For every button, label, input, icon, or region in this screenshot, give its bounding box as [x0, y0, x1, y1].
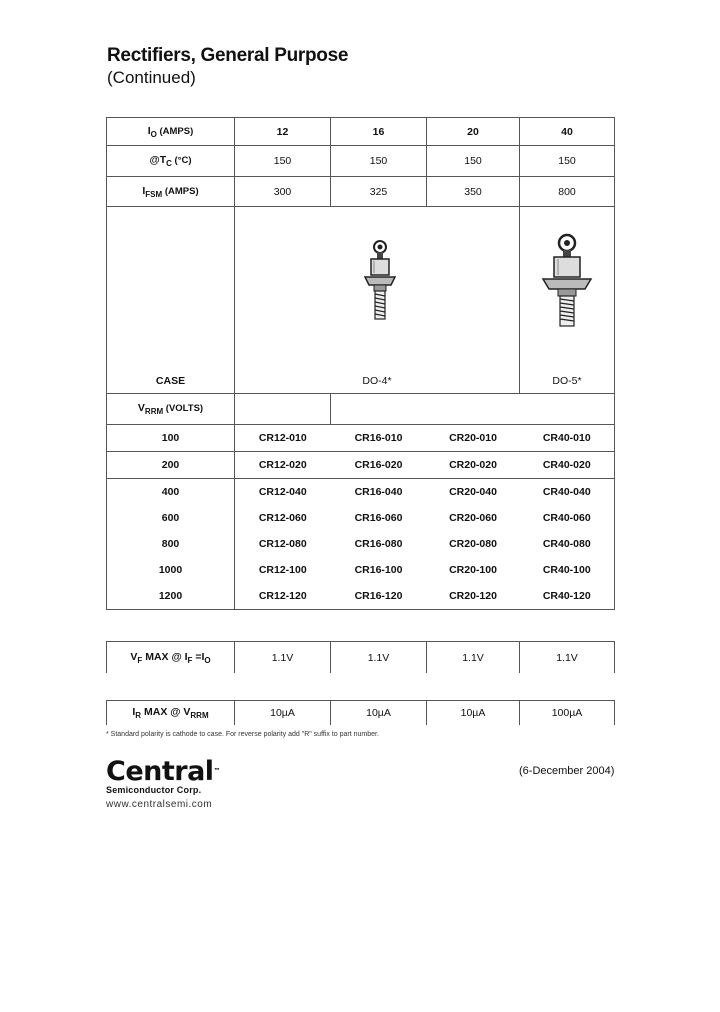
part-number: CR12-080 — [235, 531, 331, 557]
case-header-cell — [107, 207, 235, 394]
ir-header: $I_R$ MAX @ $V_{RRM}$ — [107, 701, 235, 726]
part-number: CR12-100 — [235, 557, 331, 583]
vrrm-value: 400 — [107, 479, 235, 506]
vf-header: $V_F$ MAX @ $I_F =I_O$ — [107, 642, 235, 674]
do4-case-cell — [235, 207, 520, 394]
vf-value: 1.1V — [427, 642, 520, 674]
part-number: CR16-060 — [354, 512, 403, 524]
part-number: CR20-060 — [449, 512, 497, 524]
vrrm-value: 100 — [107, 425, 235, 452]
part-number: CR16-010 — [331, 425, 427, 452]
logo-name: Central™ — [106, 756, 221, 787]
tc-value: 150 — [427, 146, 520, 177]
io-value: 40 — [520, 118, 615, 146]
ifsm-header: $I_{FSM}$ (AMPS) — [107, 177, 235, 207]
vf-value: 1.1V — [235, 642, 331, 674]
ir-value: 10µA — [331, 701, 427, 726]
part-number: CR16-040 — [331, 479, 427, 506]
io-value: 16 — [331, 118, 427, 146]
do5-case-cell — [520, 207, 615, 394]
vrrm-value: 200 — [107, 452, 235, 479]
part-number: CR40-100 — [520, 557, 615, 583]
part-number: CR40-010 — [520, 425, 615, 452]
part-row — [107, 479, 615, 506]
part-number: CR20-120 — [427, 583, 520, 610]
part-row — [107, 425, 615, 452]
part-number: CR40-080 — [520, 531, 615, 557]
ir-value: 10µA — [235, 701, 331, 726]
part-number: CR12-060 — [235, 505, 331, 531]
part-number: CR16-100 — [354, 564, 403, 576]
part-number: CR12-120 — [235, 583, 331, 610]
part-number: CR16-120 — [331, 583, 427, 610]
part-row — [107, 557, 615, 583]
ifsm-value: 350 — [427, 177, 520, 207]
vrrm-blank — [235, 394, 331, 425]
part-number: CR20-080 — [449, 538, 497, 550]
io-row — [107, 118, 615, 146]
polarity-footnote: * Standard polarity is cathode to case. For reverse polarity add "R" suffix to part number. — [106, 731, 379, 738]
tc-value: 150 — [520, 146, 615, 177]
ifsm-row — [107, 177, 615, 207]
vrrm-value: 1200 — [107, 583, 235, 610]
part-number: CR12-040 — [235, 479, 331, 506]
part-number: CR20-040 — [427, 479, 520, 506]
vrrm-header: $V_{RRM}$ (VOLTS) — [107, 394, 235, 425]
part-row — [107, 583, 615, 610]
vf-table — [106, 641, 615, 673]
vf-row — [107, 642, 615, 674]
part-row — [107, 505, 615, 531]
tc-value: 150 — [235, 146, 331, 177]
vrrm-value: 800 — [107, 531, 235, 557]
case-row — [107, 207, 615, 394]
part-number: CR12-020 — [235, 452, 331, 479]
vrrm-row — [107, 394, 615, 425]
ir-value: 100µA — [520, 701, 615, 726]
part-number: CR40-060 — [520, 505, 615, 531]
do5-package-image — [539, 231, 595, 331]
do5-case-label: DO-5* — [552, 375, 582, 387]
ifsm-value: 300 — [235, 177, 331, 207]
ir-table — [106, 700, 615, 725]
part-number: CR40-040 — [520, 479, 615, 506]
central-logo — [106, 758, 220, 810]
part-number: CR12-010 — [235, 425, 331, 452]
ifsm-value: 325 — [331, 177, 427, 207]
ir-row — [107, 701, 615, 726]
part-number: CR20-020 — [427, 452, 520, 479]
vrrm-value: 600 — [107, 505, 235, 531]
io-header: $I_O$ (AMPS) — [107, 118, 235, 146]
revision-date: (6-December 2004) — [519, 765, 615, 777]
io-value: 20 — [427, 118, 520, 146]
vrrm-blank — [331, 394, 615, 425]
part-number: CR16-020 — [331, 452, 427, 479]
part-number: CR40-020 — [520, 452, 615, 479]
part-row — [107, 452, 615, 479]
rectifier-spec-table — [106, 117, 615, 610]
vf-value: 1.1V — [520, 642, 615, 674]
page-subtitle: (Continued) — [107, 68, 196, 87]
page-title: Rectifiers, General Purpose — [107, 45, 349, 66]
ir-value: 10µA — [427, 701, 520, 726]
vf-value: 1.1V — [331, 642, 427, 674]
tc-header: $@T_C$ (°C) — [107, 146, 235, 177]
vrrm-value: 1000 — [107, 557, 235, 583]
tc-row — [107, 146, 615, 177]
case-header: CASE — [155, 375, 186, 387]
do4-package-image — [360, 237, 400, 327]
io-value: 12 — [235, 118, 331, 146]
part-number: CR16-080 — [354, 538, 403, 550]
tc-value: 150 — [331, 146, 427, 177]
ifsm-value: 800 — [520, 177, 615, 207]
logo-subtitle: Semiconductor Corp. — [106, 785, 202, 795]
website-url: www.centralsemi.com — [106, 799, 213, 810]
part-row — [107, 531, 615, 557]
do4-case-label: DO-4* — [362, 375, 392, 387]
part-number: CR40-120 — [520, 583, 615, 610]
part-number: CR20-100 — [449, 564, 497, 576]
part-number: CR20-010 — [427, 425, 520, 452]
